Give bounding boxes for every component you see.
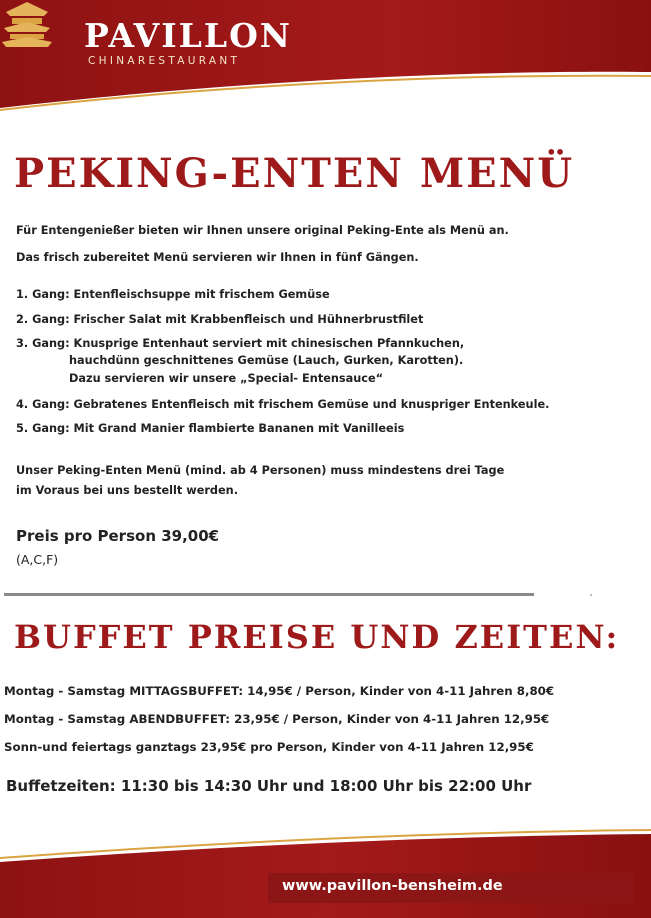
website-url-link[interactable]: www.pavillon-bensheim.de bbox=[282, 878, 503, 894]
allergen-codes: (A,C,F) bbox=[16, 552, 59, 567]
buffet-price-line: Montag - Samstag MITTAGSBUFFET: 14,95€ / Person, Kinder von 4-11 Jahren 8,80€ bbox=[4, 684, 555, 698]
course-line-continued: Dazu servieren wir unsere „Special- Entensauce“ bbox=[69, 372, 384, 385]
brand-name: PAVILLON bbox=[84, 16, 292, 55]
buffet-times: Buffetzeiten: 11:30 bis 14:30 Uhr und 18:00 Uhr bis 22:00 Uhr bbox=[6, 777, 532, 795]
order-note-line: im Voraus bei uns bestellt werden. bbox=[16, 484, 239, 497]
footer-banner bbox=[0, 820, 651, 918]
course-line: 4. Gang: Gebratenes Entenfleisch mit frischem Gemüse und knuspriger Entenkeule. bbox=[16, 398, 550, 411]
course-line-continued: hauchdünn geschnittenes Gemüse (Lauch, Gurken, Karotten). bbox=[69, 354, 464, 367]
header-banner bbox=[0, 0, 651, 120]
order-note-line: Unser Peking-Enten Menü (mind. ab 4 Personen) muss mindestens drei Tage bbox=[16, 464, 505, 477]
footer-swoosh bbox=[0, 820, 651, 918]
pagoda-logo-icon bbox=[0, 0, 54, 50]
brand-subtitle: CHINARESTAURANT bbox=[88, 55, 241, 67]
course-line: 5. Gang: Mit Grand Manier flambierte Bananen mit Vanilleeis bbox=[16, 422, 405, 435]
buffet-price-line: Montag - Samstag ABENDBUFFET: 23,95€ / Person, Kinder von 4-11 Jahren 12,95€ bbox=[4, 712, 550, 726]
intro-line: Für Entengenießer bieten wir Ihnen unsere original Peking-Ente als Menü an. bbox=[16, 224, 509, 237]
course-line: 3. Gang: Knusprige Entenhaut serviert mit chinesischen Pfannkuchen, bbox=[16, 337, 465, 350]
buffet-title: BUFFET PREISE UND ZEITEN: bbox=[14, 618, 620, 656]
course-line: 1. Gang: Entenfleischsuppe mit frischem Gemüse bbox=[16, 288, 330, 301]
divider-dot bbox=[590, 594, 592, 596]
course-line: 2. Gang: Frischer Salat mit Krabbenfleisch und Hühnerbrustfilet bbox=[16, 313, 424, 326]
buffet-price-line: Sonn-und feiertags ganztags 23,95€ pro Person, Kinder von 4-11 Jahren 12,95€ bbox=[4, 740, 534, 754]
section-divider bbox=[4, 593, 534, 596]
intro-line: Das frisch zubereitet Menü servieren wir Ihnen in fünf Gängen. bbox=[16, 251, 419, 264]
price-per-person: Preis pro Person 39,00€ bbox=[16, 527, 220, 545]
peking-menu-title: PEKING-ENTEN MENÜ bbox=[14, 150, 575, 197]
